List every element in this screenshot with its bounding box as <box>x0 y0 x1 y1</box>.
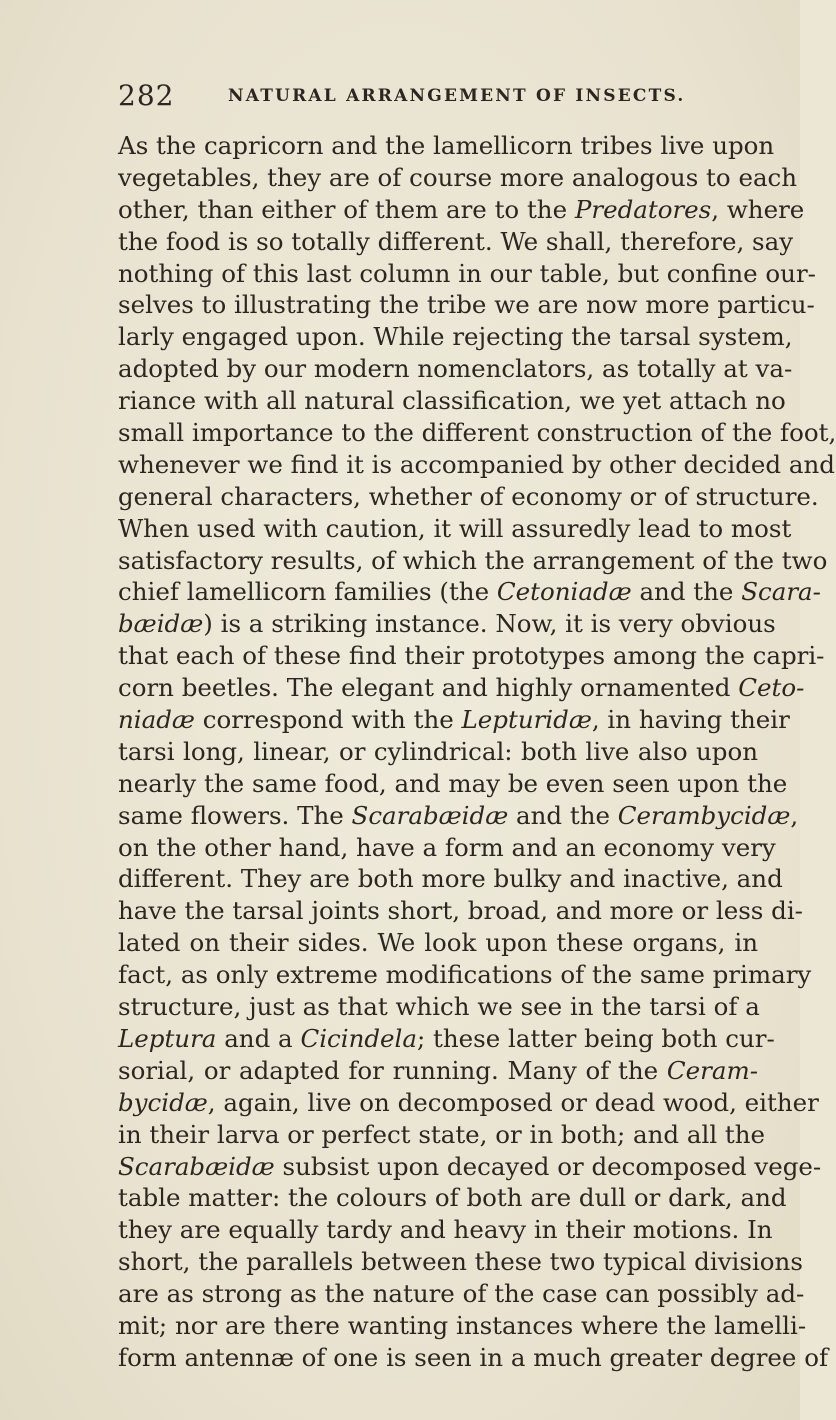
text-line <box>118 768 788 800</box>
text-run: in their larva or perfect state, or in both; and all the <box>118 1119 766 1149</box>
text-line <box>118 353 793 385</box>
italic-term: Cetoniadæ <box>496 577 632 607</box>
text-line <box>118 800 799 832</box>
text-line <box>118 289 815 321</box>
text-run: on the other hand, have a form and an economy very <box>118 832 776 862</box>
text-line <box>118 704 790 736</box>
text-run: lated on their sides. We look upon these organs, in <box>118 928 758 958</box>
italic-term: niadæ <box>118 705 195 735</box>
text-line <box>118 1246 803 1278</box>
text-run: mit; nor are there wanting instances where the lamelli- <box>118 1310 807 1340</box>
text-line <box>118 1214 773 1246</box>
text-line <box>118 1278 805 1310</box>
text-run: tarsi long, linear, or cylindrical: both live also upon <box>118 736 758 766</box>
text-run: and a <box>216 1023 301 1053</box>
text-line <box>118 130 775 162</box>
text-run: whenever we find it is accompanied by other decided and <box>118 449 835 479</box>
text-run: nothing of this last column in our table, but confine our- <box>118 258 816 288</box>
page-number: 282 <box>118 79 175 112</box>
body-text <box>118 130 836 1374</box>
text-line <box>118 449 835 481</box>
text-run: different. They are both more bulky and inactive, and <box>118 864 783 894</box>
text-run: , in having their <box>591 705 790 735</box>
text-line <box>118 385 786 417</box>
text-line <box>118 832 776 864</box>
text-line <box>118 863 783 895</box>
running-title: NATURAL ARRANGEMENT OF INSECTS. <box>228 86 686 106</box>
text-line <box>118 1087 819 1119</box>
text-run: , <box>790 800 799 830</box>
text-line <box>118 258 816 290</box>
text-run: , where <box>711 194 805 224</box>
text-line <box>118 736 758 768</box>
text-run: As the capricorn and the lamellicorn tribes live upon <box>118 131 775 160</box>
text-line <box>118 1119 766 1151</box>
italic-term: bycidæ <box>118 1087 208 1117</box>
text-line <box>118 321 793 353</box>
text-run: table matter: the colours of both are dull or dark, and <box>118 1183 787 1213</box>
text-run: structure, just as that which we see in the tarsi of a <box>118 992 760 1022</box>
text-run: and the <box>631 577 742 607</box>
text-line <box>118 1342 829 1374</box>
text-line <box>118 640 825 672</box>
text-line <box>118 481 819 513</box>
text-run: same flowers. The <box>118 800 352 830</box>
text-run: that each of these find their prototypes among the capri- <box>118 641 825 671</box>
text-line <box>118 1023 775 1055</box>
text-line <box>118 1182 787 1214</box>
italic-term: Scara- <box>741 577 821 607</box>
italic-term: Ceto- <box>738 673 805 703</box>
text-run: selves to illustrating the tribe we are now more particu- <box>118 290 815 320</box>
italic-term: Ceram- <box>666 1055 758 1085</box>
text-run: correspond with the <box>194 705 462 735</box>
italic-term: Scarabæidæ <box>118 1151 275 1181</box>
text-run: form antennæ of one is seen in a much greater degree of <box>118 1342 829 1372</box>
text-line <box>118 545 828 577</box>
text-line <box>118 608 776 640</box>
text-run: sorial, or adapted for running. Many of the <box>118 1055 667 1085</box>
text-line <box>118 417 836 449</box>
text-run: fact, as only extreme modifications of the same primary <box>118 960 812 990</box>
text-line <box>118 991 758 1023</box>
text-run: , again, live on decomposed or dead wood, either <box>207 1087 819 1117</box>
text-line <box>118 162 798 194</box>
text-run: chief lamellicorn families (the <box>118 577 497 607</box>
text-run: general characters, whether of economy or of structure. <box>118 481 819 511</box>
text-run: have the tarsal joints short, broad, and more or less di- <box>118 896 803 926</box>
text-run: are as strong as the nature of the case can possibly ad- <box>118 1279 805 1309</box>
text-run: the food is so totally different. We shall, therefore, say <box>118 226 794 256</box>
text-line <box>118 895 803 927</box>
text-run: ) is a striking instance. Now, it is very obvious <box>203 609 776 639</box>
text-run: larly engaged upon. While rejecting the tarsal system, <box>118 322 793 352</box>
text-line <box>118 513 792 545</box>
text-run: subsist upon decayed or decomposed vege- <box>274 1151 822 1181</box>
italic-term: Cicindela <box>300 1023 417 1053</box>
text-run: riance with all natural classification, we yet attach no <box>118 386 786 416</box>
text-run: they are equally tardy and heavy in their motions. In <box>118 1215 773 1245</box>
italic-term: Leptura <box>118 1023 217 1053</box>
italic-term: bæidæ <box>118 609 204 639</box>
text-line <box>118 927 758 959</box>
text-run: adopted by our modern nomenclators, as totally at va- <box>118 354 793 384</box>
page-header <box>118 80 718 112</box>
italic-term: Cerambycidæ <box>617 800 791 830</box>
text-run: small importance to the different construction of the foot, <box>118 418 836 448</box>
text-line <box>118 226 794 258</box>
text-line <box>118 672 805 704</box>
italic-term: Lepturidæ <box>461 705 592 735</box>
text-run: ; these latter being both cur- <box>417 1023 775 1053</box>
text-run: short, the parallels between these two typical divisions <box>118 1247 803 1277</box>
text-run: satisfactory results, of which the arrangement of the two <box>118 545 828 575</box>
text-run: and the <box>508 800 618 830</box>
text-line <box>118 1151 822 1183</box>
italic-term: Predatores <box>574 194 712 224</box>
text-line <box>118 194 805 226</box>
text-run: corn beetles. The elegant and highly ornamented <box>118 673 739 703</box>
text-run: When used with caution, it will assuredly lead to most <box>118 513 792 543</box>
italic-term: Scarabæidæ <box>351 800 509 830</box>
text-line <box>118 959 812 991</box>
text-line <box>118 1310 807 1342</box>
text-run: other, than either of them are to the <box>118 194 575 224</box>
text-line <box>118 1055 758 1087</box>
text-run: vegetables, they are of course more analogous to each <box>118 162 798 192</box>
text-line <box>118 576 821 608</box>
text-run: nearly the same food, and may be even seen upon the <box>118 768 788 798</box>
